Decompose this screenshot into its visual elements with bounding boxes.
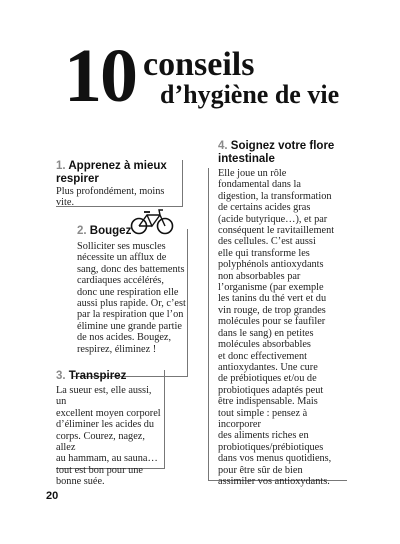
section-1-number: 1. [56,160,66,172]
section-4-line: des cellules. C’est aussi [218,236,316,248]
section-4 [214,140,346,487]
section-4-line: pour être sûr de bien [218,464,303,476]
section-1-line: Plus profondément, moins vite. [56,186,165,209]
section-4-line: vin rouge, de trop grandes [218,304,326,316]
section-4-line: dans vos menus quotidiens, [218,453,332,465]
section-3-body [56,385,164,488]
section-2-line: élimine une grande partie [77,320,182,332]
section-3-line: La sueur est, elle aussi, un [56,385,152,408]
section-4-line: être indispensable. Mais [218,396,318,408]
section-4-line: elle qui transforme les [218,247,310,259]
section-4-line: assimiler vos antioxydants. [218,475,330,487]
section-2-line: sang, donc des battements [77,263,185,275]
section-4-line: probiotiques/prébiotiques [218,441,324,453]
section-3-line: d’éliminer les acides du [56,419,155,431]
section-3-line: excellent moyen corporel [56,407,161,419]
section-4-line: polyphénols antioxydants [218,259,324,271]
section-4-number: 4. [218,140,228,152]
section-2-line: Solliciter ses muscles [77,241,166,252]
section-4-line: conséquent le ravitaillement [218,225,335,237]
section-2-number: 2. [77,225,87,237]
page-number: 20 [46,490,59,502]
section-4-line: digestion, la transformation [218,190,332,202]
section-4-line: et donc effectivement [218,350,308,362]
section-2-line: nécessite un afflux de [77,252,167,264]
section-3-line: corps. Courez, nagez, allez [56,430,145,454]
section-4-heading [218,140,340,166]
section-2-line: donc une respiration elle [77,286,179,298]
section-4-line: molécules absorbables [218,339,311,351]
section-2-line: respirez, éliminez ! [77,343,157,355]
section-4-line: des aliments riches en [218,430,309,442]
section-3-title: Transpirez [68,370,127,382]
section-4-title: Soignez votre flore intestinale [218,140,335,165]
section-2-line: cardiaques accélérés, [77,275,164,287]
section-2-line: par la respiration que l’on [77,309,184,321]
section-4-line: molécules pour se faufiler [218,316,326,328]
section-4-line: l’organisme (par exemple [218,282,324,294]
section-4-line: les tanins du thé vert et du [218,293,327,305]
section-1-heading [56,160,174,186]
section-2-heading [77,225,131,238]
bicycle-icon [130,207,174,235]
section-2-body [77,241,187,355]
big-number-title: 10 [64,34,136,118]
section-3-heading [56,370,126,383]
section-3-number: 3. [56,370,66,382]
section-1-body [56,186,180,209]
section-4-line: probiotiques adaptés peut [218,384,324,396]
title-line-2: d’hygiène de vie [160,80,340,109]
section-4-body [218,168,346,487]
section-4-line: de prébiotiques et/ou de [218,373,317,385]
section-2-title: Bougez [89,225,132,237]
section-3-line: tout est bon pour une [56,464,143,476]
section-4-line: non absorbables par [218,270,301,282]
section-1 [56,160,182,209]
section-4-line: de certains acides gras [218,202,311,214]
title-line-1: conseils [143,46,255,83]
section-4-line: tout simple : pensez à incorporer [218,407,308,430]
section-1-title: Apprenez à mieux respirer [56,160,167,185]
section-2-line: de nos acides. Bougez, [77,332,172,344]
section-4-line: dans le sang) en petites [218,327,314,339]
section-4-line: Elle joue un rôle [218,168,287,179]
section-4-line: antioxydantes. Une cure [218,361,318,373]
section-4-line: (acide butyrique…), et par [218,213,328,225]
section-2 [73,225,187,376]
section-3-line: bonne suée. [56,476,105,488]
section-3 [56,370,166,488]
section-2-line: aussi plus rapide. Or, c’est [77,298,186,310]
section-4-line: fondamental dans la [218,179,301,191]
section-3-line: au hammam, au sauna… [56,453,158,465]
